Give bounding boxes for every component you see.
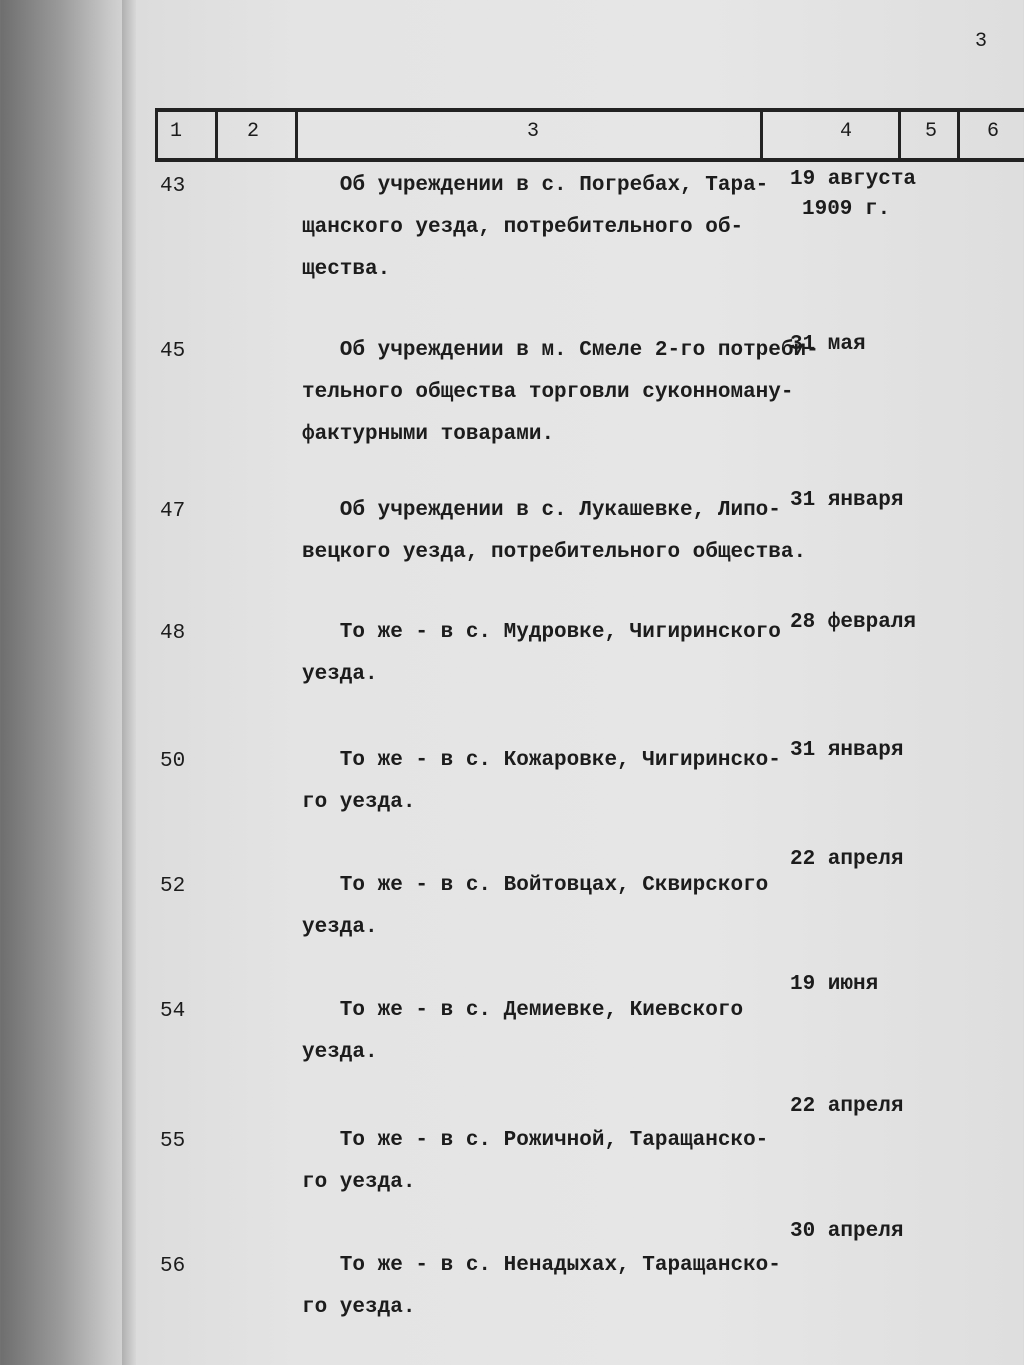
entry-date	[790, 165, 916, 225]
entry-description	[302, 165, 768, 291]
entry-date	[790, 486, 903, 516]
entry-description	[302, 1120, 768, 1204]
description-line: То же - в с. Ненадыхах, Таращанско-	[302, 1254, 781, 1277]
entry-description	[302, 330, 819, 456]
page-fold-shadow	[122, 0, 136, 1365]
entry-description	[302, 990, 743, 1074]
description-line: уезда.	[302, 663, 378, 686]
column-header-1: 1	[170, 120, 183, 143]
column-divider	[760, 112, 763, 158]
description-line: То же - в с. Рожичной, Таращанско-	[302, 1129, 769, 1152]
date-line: 22 апреля	[790, 848, 904, 871]
entry-description	[302, 612, 781, 696]
entry-date	[790, 970, 878, 1000]
description-line: го уезда.	[302, 1171, 416, 1194]
date-line: 19 августа	[790, 168, 917, 191]
date-line: 19 июня	[790, 973, 879, 996]
description-line: Об учреждении в с. Погребах, Тара-	[302, 174, 769, 197]
entry-date	[790, 845, 903, 875]
entry-description	[302, 1245, 781, 1329]
description-line: То же - в с. Демиевке, Киевского	[302, 999, 744, 1022]
entry-date	[790, 1217, 903, 1247]
description-line: То же - в с. Кожаровке, Чигиринско-	[302, 749, 781, 772]
entry-number: 54	[160, 1000, 186, 1023]
description-line: фактурными товарами.	[302, 423, 555, 446]
description-line: тельного общества торговли суконноману-	[302, 381, 794, 404]
column-divider	[155, 112, 158, 158]
description-line: То же - в с. Войтовцах, Сквирского	[302, 874, 769, 897]
column-header-4: 4	[840, 120, 853, 143]
column-divider	[898, 112, 901, 158]
page-number: 3	[975, 30, 988, 53]
entry-number: 45	[160, 340, 186, 363]
date-line: 31 мая	[790, 333, 866, 356]
date-line: 28 февраля	[790, 611, 917, 634]
entry-date	[790, 736, 903, 766]
entry-description	[302, 740, 781, 824]
column-divider	[215, 112, 218, 158]
description-line: То же - в с. Мудровке, Чигиринского	[302, 621, 781, 644]
description-line: вецкого уезда, потребительного общества.	[302, 541, 807, 564]
date-line: 1909 г.	[802, 198, 891, 221]
entry-date	[790, 608, 916, 638]
date-line: 22 апреля	[790, 1095, 904, 1118]
entry-number: 50	[160, 750, 186, 773]
entry-number: 56	[160, 1255, 186, 1278]
entry-number: 43	[160, 175, 186, 198]
description-line: го уезда.	[302, 791, 416, 814]
column-header-5: 5	[925, 120, 938, 143]
column-header-6: 6	[987, 120, 1000, 143]
entry-date	[790, 330, 866, 360]
entry-date	[790, 1092, 903, 1122]
description-line: Об учреждении в с. Лукашевке, Липо-	[302, 499, 781, 522]
date-line: 31 января	[790, 489, 904, 512]
entry-number: 47	[160, 500, 186, 523]
date-line: 30 апреля	[790, 1220, 904, 1243]
description-line: уезда.	[302, 916, 378, 939]
entry-description	[302, 490, 806, 574]
column-header-2: 2	[247, 120, 260, 143]
entry-description	[302, 865, 768, 949]
column-header-3: 3	[527, 120, 540, 143]
description-line: уезда.	[302, 1041, 378, 1064]
entry-number: 55	[160, 1130, 186, 1153]
description-line: го уезда.	[302, 1296, 416, 1319]
entry-number: 48	[160, 622, 186, 645]
date-line: 31 января	[790, 739, 904, 762]
table-header	[155, 108, 1024, 162]
column-divider	[295, 112, 298, 158]
description-line: Об учреждении в м. Смеле 2-го потреби-	[302, 339, 819, 362]
description-line: щества.	[302, 258, 391, 281]
entry-number: 52	[160, 875, 186, 898]
column-divider	[957, 112, 960, 158]
description-line: щанского уезда, потребительного об-	[302, 216, 744, 239]
